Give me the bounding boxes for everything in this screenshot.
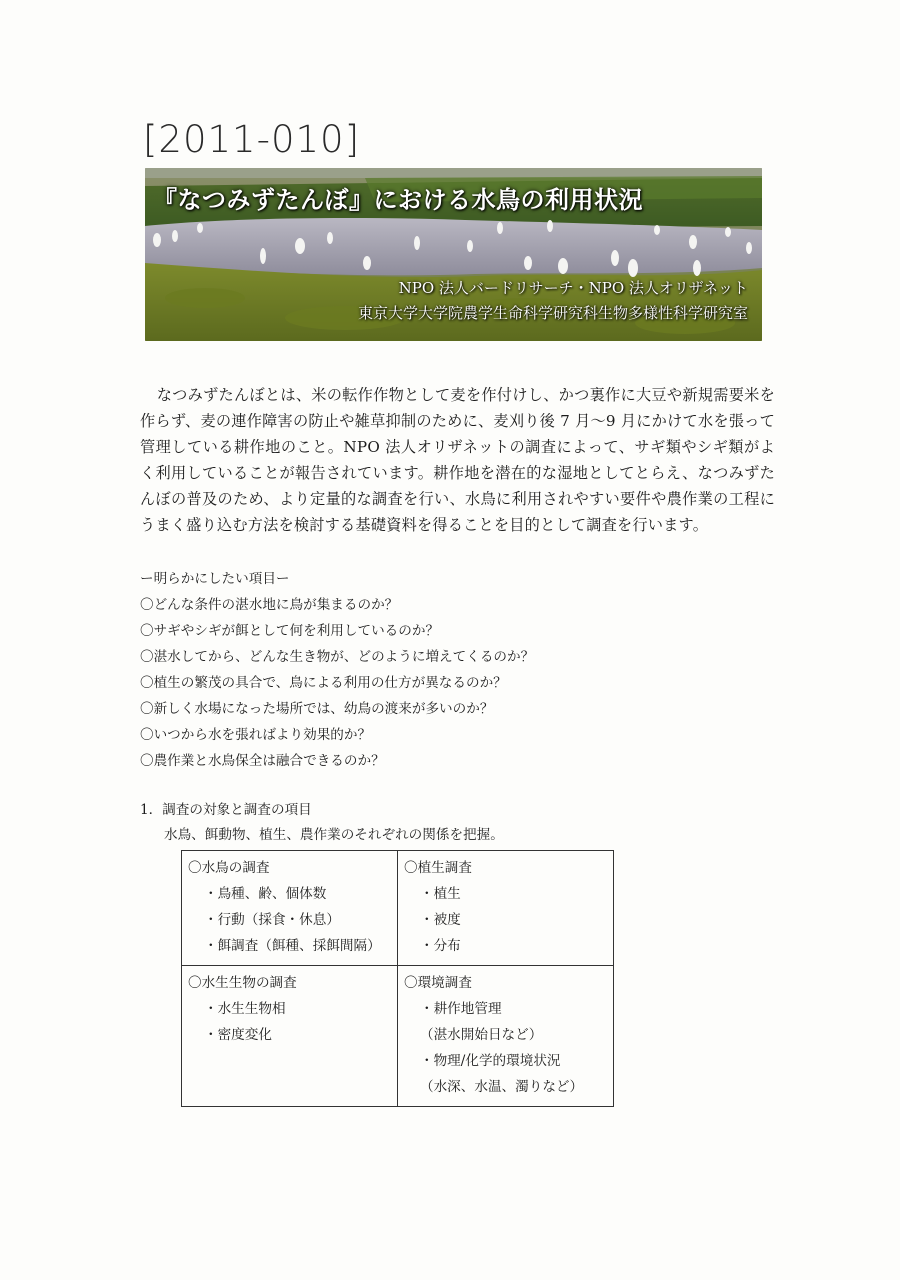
cell-heading: 〇植生調査 — [404, 860, 472, 876]
cell-heading: 〇環境調査 — [404, 975, 472, 991]
table-cell-vegetation — [398, 851, 614, 966]
cell-line: ・分布 — [420, 938, 461, 954]
cell-line: ・物理/化学的環境状況 — [420, 1053, 561, 1069]
header-banner — [145, 168, 762, 341]
table-cell-waterbird — [182, 851, 398, 966]
cell-line: ・被度 — [420, 912, 461, 928]
question-item: 〇植生の繁茂の具合で、鳥による利用の仕方が異なるのか？ — [140, 675, 507, 691]
cell-heading: 〇水生生物の調査 — [188, 975, 297, 991]
cell-line: ・耕作地管理 — [420, 1001, 502, 1017]
cell-line: ・餌調査（餌種、採餌間隔） — [204, 938, 381, 954]
banner-organization-line-2: 東京大学大学院農学生命科学研究科生物多様性科学研究室 — [357, 304, 748, 322]
banner-organization-line-1: NPO 法人バードリサーチ・NPO 法人オリザネット — [398, 279, 748, 297]
document-id: [2011-010] — [143, 118, 361, 161]
cell-heading: 〇水鳥の調査 — [188, 860, 270, 876]
cell-line: ・密度変化 — [204, 1027, 272, 1043]
section-1 — [140, 797, 780, 847]
cell-line: ・水生生物相 — [204, 1001, 286, 1017]
question-item: 〇サギやシギが餌として何を利用しているのか？ — [140, 623, 440, 639]
section-summary: 水鳥、餌動物、植生、農作業のそれぞれの関係を把握。 — [164, 827, 504, 843]
cell-line: ・植生 — [420, 886, 461, 902]
intro-paragraph: なつみずたんぼとは、米の転作作物として麦を作付けし、かつ裏作に大豆や新規需要米を作らず、麦の連作障害の防止や雑草抑制のために、麦刈り後 7 月～9 月にかけて水を張って管理している耕作地のこと。NPO 法人オリザネットの調査によって、サギ類やシギ類がよく利用していることが報告されています。耕作地を潜在的な湿地としてとらえ、なつみずたんぼの普及のため、より定量的な調査を行い、水鳥に利用されやすい要件や農作業の工程にうまく盛り込む方法を検討する基礎資料を得ることを目的として調査を行います。 — [140, 386, 775, 534]
cell-line: （湛水開始日など） — [420, 1027, 543, 1043]
cell-line: ・行動（採食・休息） — [204, 912, 340, 928]
banner-title: 『なつみずたんぼ』における水鳥の利用状況 — [153, 186, 643, 214]
question-item: 〇新しく水場になった場所では、幼鳥の渡来が多いのか？ — [140, 701, 494, 717]
cell-line: ・鳥種、齢、個体数 — [204, 886, 327, 902]
cell-line: （水深、水温、濁りなど） — [420, 1079, 584, 1095]
table-cell-environment — [398, 966, 614, 1107]
survey-items-table — [181, 850, 614, 1107]
question-item: 〇いつから水を張ればより効果的か？ — [140, 727, 372, 743]
research-questions — [140, 566, 780, 774]
table-cell-aquatic — [182, 966, 398, 1107]
section-title: 1．調査の対象と調査の項目 — [140, 802, 312, 818]
question-item: 〇農作業と水鳥保全は融合できるのか？ — [140, 753, 385, 769]
question-item: 〇湛水してから、どんな生き物が、どのように増えてくるのか？ — [140, 649, 535, 665]
question-item: 〇どんな条件の湛水地に鳥が集まるのか？ — [140, 597, 399, 613]
questions-heading: ー明らかにしたい項目ー — [140, 571, 290, 587]
